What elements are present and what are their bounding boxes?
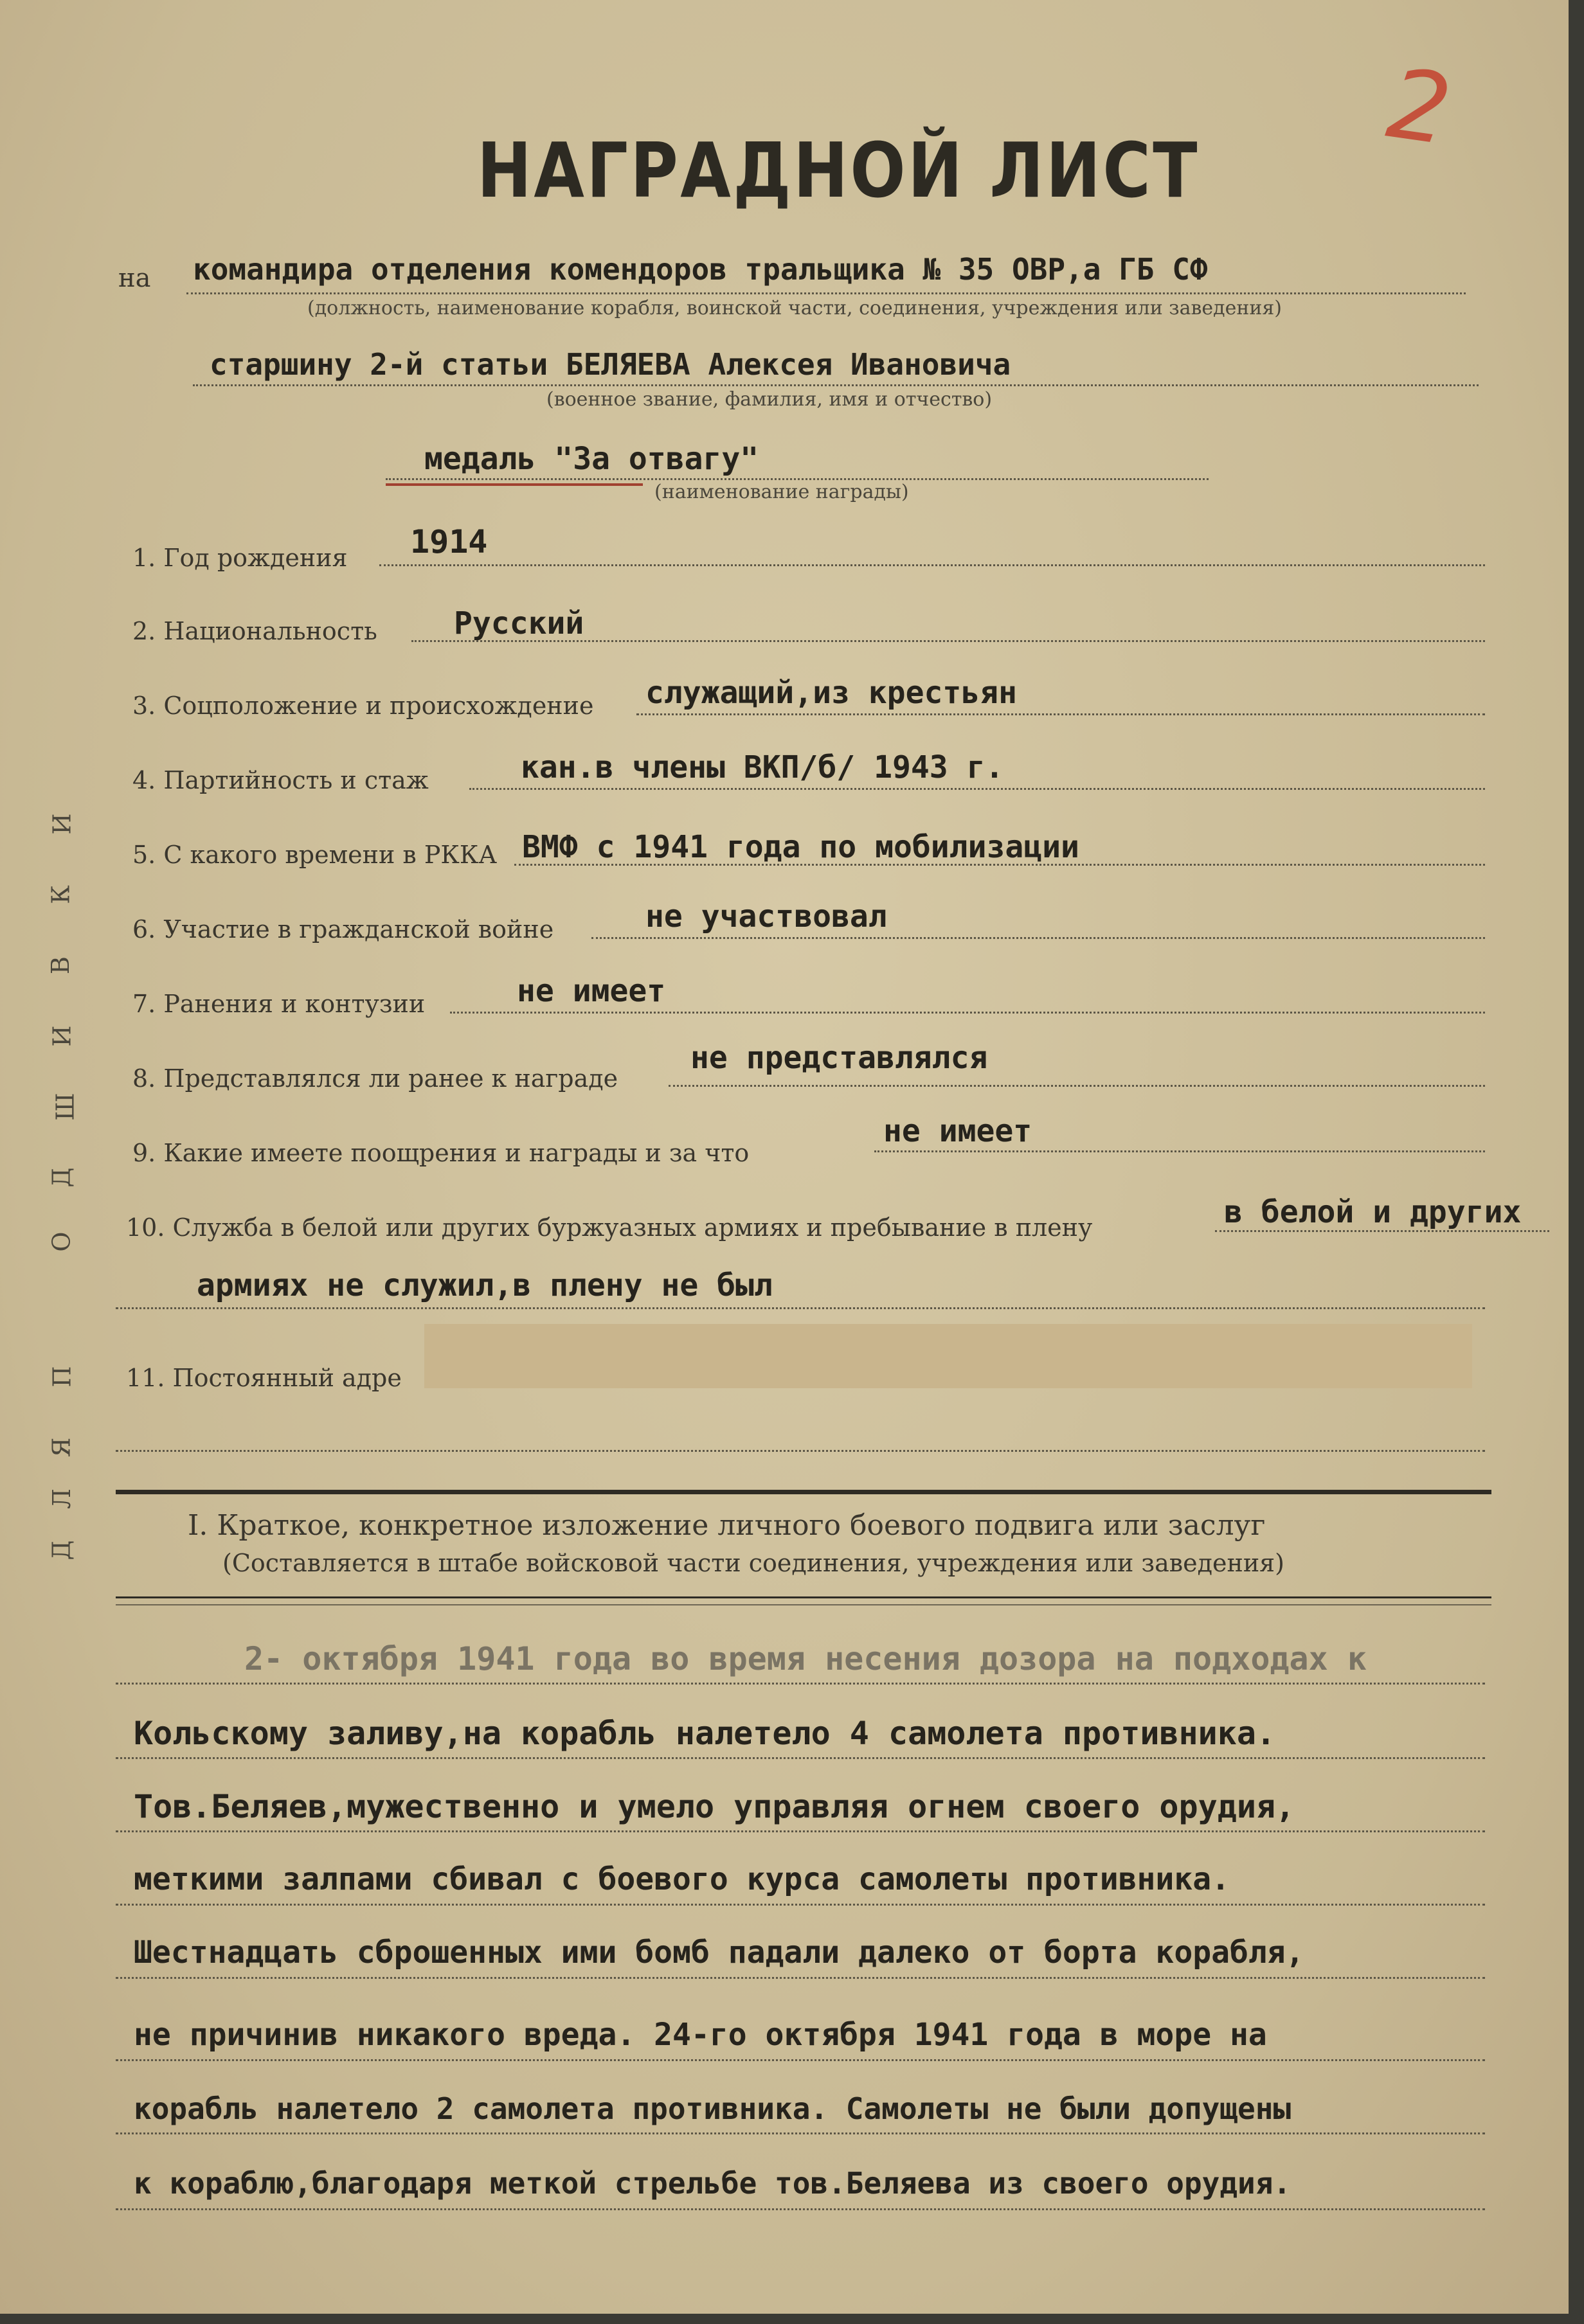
narrative-line-6-rule [116,2059,1485,2061]
field-4-line [469,788,1485,790]
field-10-continuation-line [116,1307,1485,1309]
narrative-line-5-rule [116,1977,1485,1979]
position-caption: (должность, наименование корабля, воинской части, соединения, учреждения или заведения) [307,297,1282,319]
side-letter: И [48,813,76,835]
narrative-line-5: Шестнадцать сброшенных ими бомб падали далеко от борта корабля, [134,1935,1304,1971]
field-7-label: 7. Ранения и контузии [132,990,426,1018]
field-8-value: не представлялся [690,1040,988,1076]
field-4-label: 4. Партийность и стаж [132,766,429,794]
field-1-label: 1. Год рождения [132,544,348,572]
narrative-line-1: 2- октября 1941 года во время несения дозора на подходах к [244,1640,1367,1677]
field-2-line [411,640,1485,642]
narrative-line-4: меткими залпами сбивал с боевого курса самолеты противника. [134,1861,1230,1897]
field-9-value: не имеет [883,1113,1032,1149]
award-caption: (наименование награды) [654,481,909,503]
rank-line [193,384,1479,386]
side-letter: Я [47,1437,76,1458]
side-letter: П [48,1366,76,1388]
field-3-value: служащий,из крестьян [645,675,1017,711]
award-value: медаль "За отвагу" [424,441,759,477]
field-3-label: 3. Соцположение и происхождение [132,692,594,720]
narrative-line-7: корабль налетело 2 самолета противника. Самолеты не были допущены [134,2091,1292,2126]
narrative-line-8-rule [116,2208,1485,2210]
narrative-line-7-rule [116,2132,1485,2134]
field-7-line [450,1012,1485,1014]
field-7-value: не имеет [517,973,666,1009]
narrative-line-3-rule [116,1830,1485,1832]
field-10-continuation: армиях не служил,в плену не был [197,1267,773,1303]
side-letter: К [46,885,75,904]
field-6-value: не участвовал [645,898,887,934]
side-letter: Д [47,1167,76,1188]
side-letter: Д [47,1540,76,1560]
field-5-label: 5. С какого времени в РККА [132,841,498,869]
field-8-label: 8. Представлялся ли ранее к награде [132,1064,618,1093]
award-red-underline [386,483,643,486]
field-1-line [379,564,1485,566]
na-label: на [118,264,151,293]
field-6-label: 6. Участие в гражданской войне [132,915,554,943]
field-8-line [669,1085,1485,1087]
field-2-label: 2. Национальность [132,617,377,645]
side-letter: О [47,1231,76,1252]
side-letter: Ш [51,1093,80,1121]
section-title: I. Краткое, конкретное изложение личного боевого подвига или заслуг [188,1509,1266,1542]
field-3-line [636,713,1485,715]
rank-name-value: старшину 2-й статьи БЕЛЯЕВА Алексея Ивановича [210,347,1011,382]
narrative-line-3: Тов.Беляев,мужественно и умело управляя огнем своего орудия, [134,1788,1295,1825]
section-mid-rule [116,1596,1491,1598]
field-5-value: ВМФ с 1941 года по мобилизации [522,829,1079,865]
field-10-value: в белой и других [1224,1194,1522,1230]
field-2-value: Русский [454,605,584,641]
side-letter: И [48,1025,76,1047]
field-6-line [591,937,1485,939]
narrative-line-6: не причинив никакого вреда. 24-го октября 1941 года в море на [134,2017,1267,2053]
position-line [186,292,1466,294]
document-title: НАГРАДНОЙ ЛИСТ [477,126,1200,215]
rank-caption: (военное звание, фамилия, имя и отчество) [546,388,993,411]
field-1-value: 1914 [410,523,488,560]
field-11-label: 11. Постоянный адре [126,1364,402,1392]
narrative-line-1-rule [116,1683,1485,1685]
section-caption: (Составляется в штабе войсковой части соединения, учреждения или заведения) [222,1549,1284,1577]
side-vertical-text [45,810,84,1581]
field-4-value: кан.в члены ВКП/б/ 1943 г. [521,749,1004,785]
redacted-address-block [424,1324,1472,1388]
address-line [116,1450,1485,1452]
section-top-rule [116,1490,1491,1494]
narrative-line-4-rule [116,1904,1485,1906]
award-line [386,478,1209,480]
page-number-mark: 2 [1381,48,1458,167]
section-mid-rule-2 [116,1604,1491,1605]
field-10-label: 10. Служба в белой или других буржуазных армиях и пребывание в плену [126,1213,1093,1242]
field-10-line [1215,1230,1549,1232]
side-letter: Л [47,1488,76,1509]
narrative-line-2-rule [116,1757,1485,1759]
narrative-line-2: Кольскому заливу,на корабль налетело 4 самолета противника. [134,1715,1276,1752]
field-9-label: 9. Какие имеете поощрения и награды и за что [132,1139,750,1167]
side-letter: В [46,956,75,974]
position-value: командира отделения комендоров тральщика № 35 ОВР,а ГБ СФ [193,252,1208,287]
field-9-line [874,1150,1485,1152]
narrative-line-8: к кораблю,благодаря меткой стрельбе тов.Беляева из своего орудия. [134,2166,1292,2201]
field-5-line [514,864,1485,866]
